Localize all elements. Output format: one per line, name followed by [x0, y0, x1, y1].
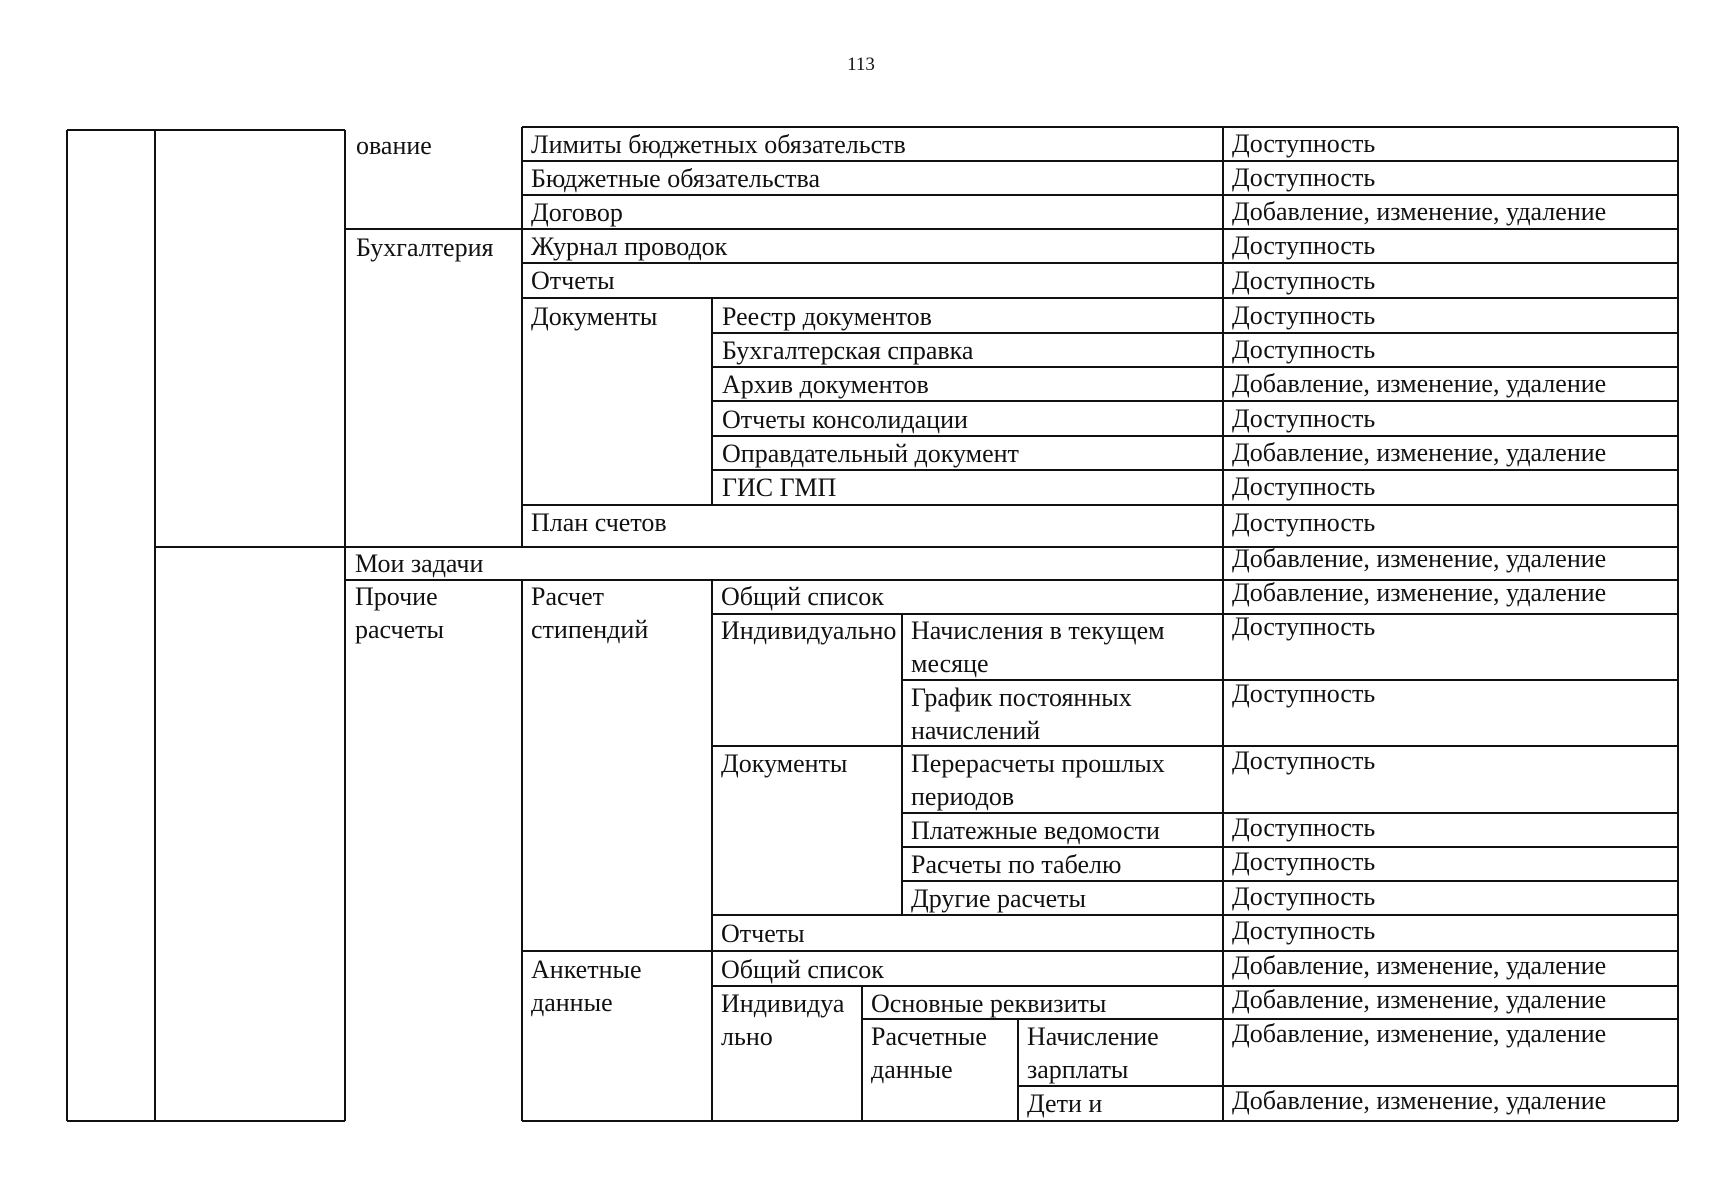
cell-contract: Договор	[531, 198, 623, 227]
cell-access: Добавление, изменение, удаление	[1232, 1019, 1607, 1048]
cell-access: Доступность	[1232, 612, 1376, 641]
cell-access: Доступность	[1232, 508, 1376, 537]
cell-individually-2: Индивидуально	[721, 989, 845, 1051]
cell-budget-limits: Лимиты бюджетных обязательств	[531, 130, 906, 159]
cell-reports-2: Отчеты	[721, 919, 805, 948]
cell-calculated-data: Расчетные данные	[871, 1022, 987, 1084]
cell-individually-1: Индивидуально	[721, 616, 897, 645]
cell-past-recalculations: Перерасчеты прошлых периодов	[911, 749, 1165, 811]
cell-access: Добавление, изменение, удаление	[1232, 197, 1607, 226]
page-number: 113	[847, 54, 875, 75]
cell-access: Добавление, изменение, удаление	[1232, 438, 1607, 467]
cell-access: Доступность	[1232, 163, 1376, 192]
cell-profile-data: Анкетные данные	[531, 955, 642, 1017]
cell-access: Доступность	[1232, 335, 1376, 364]
cell-permanent-charges-schedule: График постоянных начислений	[911, 683, 1132, 745]
cell-general-list-2: Общий список	[721, 955, 884, 984]
cell-accounting-note: Бухгалтерская справка	[722, 336, 974, 365]
cell-documents: Документы	[531, 302, 658, 331]
cell-main-details: Основные реквизиты	[871, 989, 1107, 1018]
cell-payroll-statements: Платежные ведомости	[911, 816, 1160, 845]
cell-access: Доступность	[1232, 813, 1376, 842]
cell-salary-accrual: Начисление зарплаты	[1027, 1022, 1159, 1084]
cell-budget-obligations: Бюджетные обязательства	[531, 164, 820, 193]
cell-consolidation-reports: Отчеты консолидации	[722, 405, 968, 434]
cell-doc-registry: Реестр документов	[722, 302, 932, 331]
cell-access: Добавление, изменение, удаление	[1232, 985, 1607, 1014]
cell-access: Добавление, изменение, удаление	[1232, 544, 1607, 573]
cell-access: Доступность	[1232, 847, 1376, 876]
cell-general-list-1: Общий список	[721, 582, 884, 611]
cell-access: Доступность	[1232, 404, 1376, 433]
cell-access: Доступность	[1232, 129, 1376, 158]
cell-access: Доступность	[1232, 882, 1376, 911]
cell-children: Дети и	[1027, 1089, 1103, 1118]
cell-my-tasks: Мои задачи	[355, 549, 484, 578]
cell-access: Доступность	[1232, 746, 1376, 775]
cell-doc-archive: Архив документов	[722, 370, 929, 399]
cell-chart-of-accounts: План счетов	[531, 508, 667, 537]
cell-access: Доступность	[1232, 266, 1376, 295]
cell-access: Доступность	[1232, 301, 1376, 330]
cell-access: Добавление, изменение, удаление	[1232, 1086, 1607, 1115]
cell-scholarship-calc: Расчет стипендий	[531, 582, 649, 644]
cell-documents-2: Документы	[721, 749, 848, 778]
cell-other-calcs: Другие расчеты	[911, 884, 1087, 913]
cell-access: Доступность	[1232, 472, 1376, 501]
cell-gis-gmp: ГИС ГМП	[722, 473, 837, 502]
cell-access: Доступность	[1232, 916, 1376, 945]
cell-justifying-document: Оправдательный документ	[722, 439, 1019, 468]
cell-timesheet-calcs: Расчеты по табелю	[911, 850, 1122, 879]
cell-access: Доступность	[1232, 231, 1376, 260]
cell-journal: Журнал проводок	[531, 232, 728, 261]
cell-section-bukhgalteriya: Бухгалтерия	[356, 233, 494, 262]
cell-other-calculations: Прочие расчеты	[355, 582, 445, 644]
cell-access: Добавление, изменение, удаление	[1232, 369, 1607, 398]
cell-access: Доступность	[1232, 679, 1376, 708]
cell-access: Добавление, изменение, удаление	[1232, 951, 1607, 980]
cell-reports: Отчеты	[531, 266, 615, 295]
cell-section-ovanie: ование	[356, 131, 432, 160]
cell-current-month-charges: Начисления в текущем месяце	[911, 616, 1165, 678]
cell-access: Добавление, изменение, удаление	[1232, 578, 1607, 607]
